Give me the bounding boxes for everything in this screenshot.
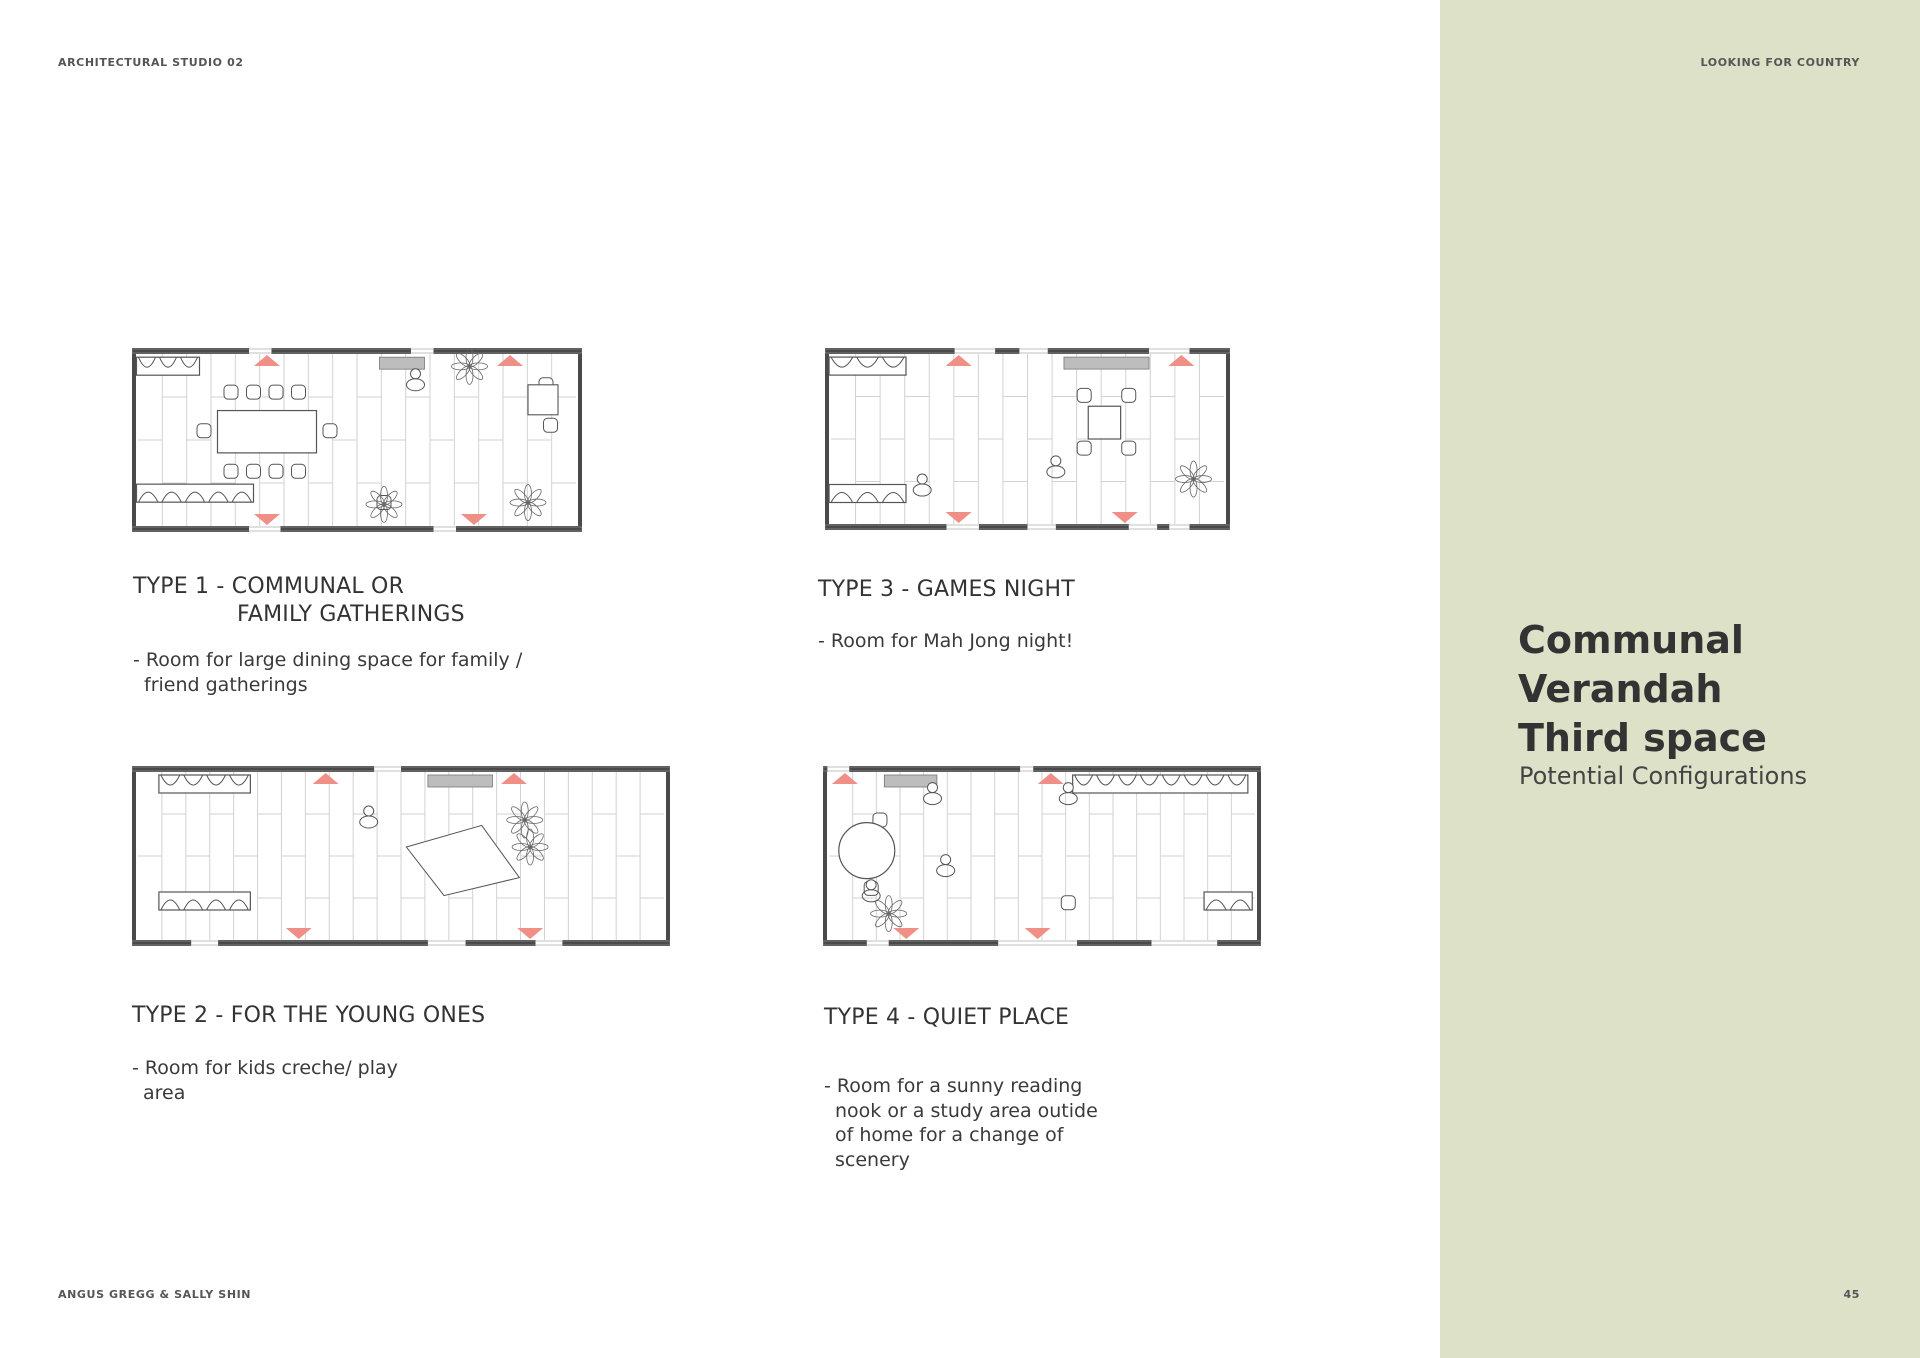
floor-plan-dining-icon	[132, 348, 582, 532]
type-4-title	[824, 1004, 1069, 1032]
type-2-title-line-1: TYPE 2 - FOR THE YOUNG ONES	[132, 1003, 486, 1028]
floor-plan-type-1	[132, 348, 582, 532]
type-3-title	[818, 576, 1075, 604]
type-2-desc-line-1: - Room for kids creche/ play	[132, 1057, 398, 1079]
type-3-description	[818, 629, 1073, 654]
type-4-desc-line-1: - Room for a sunny reading	[824, 1075, 1083, 1097]
type-3-desc-line-1: - Room for Mah Jong night!	[818, 630, 1074, 652]
type-1-desc-line-1: - Room for large dining space for family /	[133, 649, 523, 671]
header-studio: ARCHITECTURAL STUDIO 02	[58, 56, 244, 69]
type-4-desc-line-2: nook or a study area outide	[835, 1099, 1098, 1122]
floor-plan-type-4	[823, 766, 1261, 946]
panel-title-line-3: Third space	[1518, 716, 1767, 760]
type-1-title	[133, 573, 465, 629]
floor-plan-type-3	[825, 348, 1230, 530]
panel-title-line-1: Communal	[1518, 618, 1744, 662]
type-4-description	[824, 1074, 1098, 1172]
panel-subtitle: Potential Configurations	[1519, 762, 1808, 790]
type-1-description	[133, 648, 522, 697]
page-number: 45	[1843, 1288, 1860, 1301]
floor-plan-play-area-icon	[132, 766, 670, 946]
floor-plan-reading-icon	[823, 766, 1261, 946]
floor-plan-type-2	[132, 766, 670, 946]
type-4-desc-line-4: scenery	[835, 1148, 910, 1171]
type-4-desc-line-3: of home for a change of	[835, 1124, 1064, 1146]
type-1-title-line-1: TYPE 1 - COMMUNAL OR	[133, 574, 405, 599]
footer-authors: ANGUS GREGG & SALLY SHIN	[58, 1288, 252, 1301]
type-1-desc-line-2: friend gatherings	[144, 673, 308, 696]
type-2-desc-line-2: area	[143, 1081, 186, 1104]
type-3-title-line-1: TYPE 3 - GAMES NIGHT	[818, 577, 1075, 602]
panel-title	[1518, 616, 1767, 763]
type-4-title-line-1: TYPE 4 - QUIET PLACE	[824, 1005, 1070, 1030]
header-project: LOOKING FOR COUNTRY	[1700, 56, 1860, 69]
type-1-title-line-2: FAMILY GATHERINGS	[237, 602, 465, 627]
type-2-title	[132, 1002, 485, 1030]
panel-title-line-2: Verandah	[1518, 667, 1723, 711]
type-2-description	[132, 1056, 398, 1105]
floor-plan-games-icon	[825, 348, 1230, 530]
